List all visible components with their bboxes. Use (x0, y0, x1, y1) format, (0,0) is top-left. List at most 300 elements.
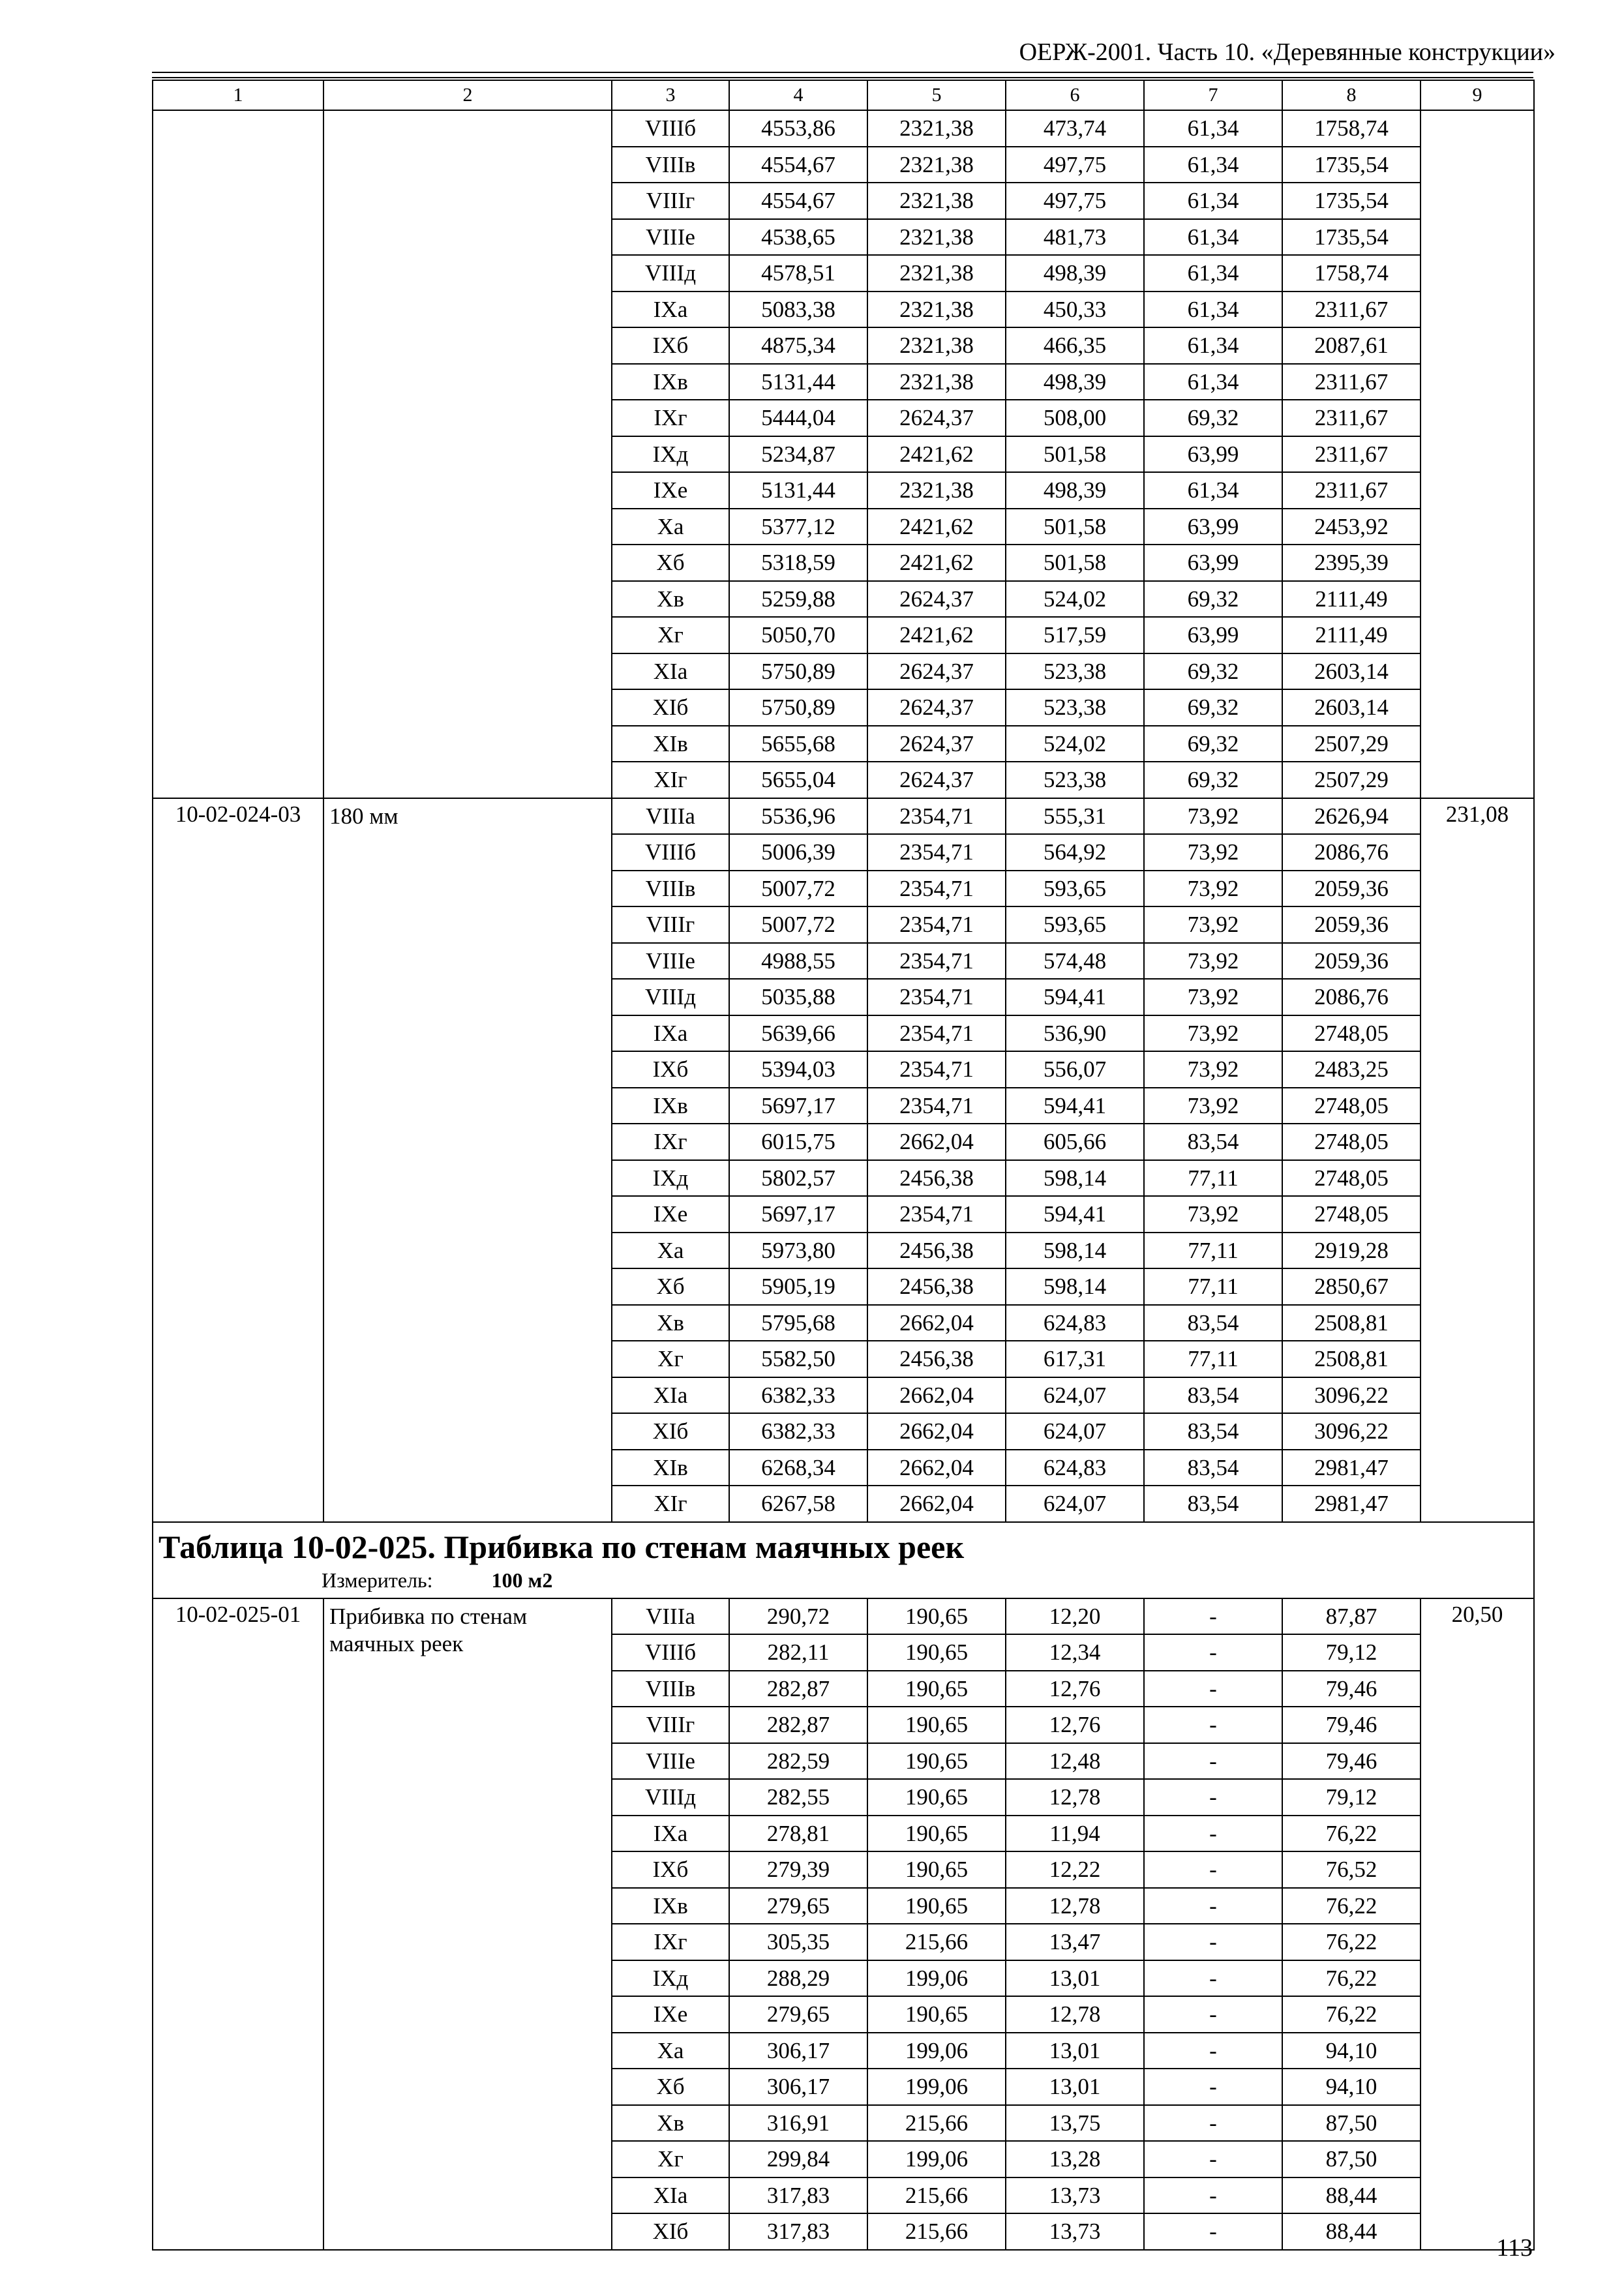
region-cell: Xа (612, 509, 729, 545)
materials-cell: 2311,67 (1282, 400, 1421, 436)
wages-cell: 2456,38 (867, 1233, 1006, 1269)
operator-wages-cell: 61,34 (1144, 472, 1282, 509)
machine-cost-cell: 13,75 (1006, 2105, 1144, 2142)
machine-cost-cell: 498,39 (1006, 255, 1144, 292)
direct-cost-cell: 317,83 (729, 2177, 867, 2214)
wages-cell: 2624,37 (867, 581, 1006, 618)
materials-cell: 2059,36 (1282, 871, 1421, 907)
region-cell: IXе (612, 1996, 729, 2033)
direct-cost-cell: 282,87 (729, 1671, 867, 1707)
region-cell: VIIIг (612, 183, 729, 219)
region-cell: IXа (612, 1816, 729, 1852)
column-number: 1 (153, 80, 323, 110)
wages-cell: 2421,62 (867, 509, 1006, 545)
materials-cell: 3096,22 (1282, 1377, 1421, 1414)
direct-cost-cell: 305,35 (729, 1924, 867, 1960)
materials-cell: 79,46 (1282, 1671, 1421, 1707)
operator-wages-cell: - (1144, 2105, 1282, 2142)
column-number: 4 (729, 80, 867, 110)
region-cell: IXв (612, 364, 729, 400)
direct-cost-cell: 288,29 (729, 1960, 867, 1997)
machine-cost-cell: 523,38 (1006, 762, 1144, 798)
machine-cost-cell: 497,75 (1006, 147, 1144, 183)
materials-cell: 2059,36 (1282, 943, 1421, 980)
wages-cell: 2662,04 (867, 1124, 1006, 1160)
wages-cell: 2662,04 (867, 1377, 1006, 1414)
wages-cell: 190,65 (867, 1888, 1006, 1924)
machine-cost-cell: 624,07 (1006, 1413, 1144, 1450)
operator-wages-cell: 73,92 (1144, 834, 1282, 871)
region-cell: IXг (612, 1124, 729, 1160)
rate-code: 10-02-025-01 (153, 1598, 323, 2250)
table-title-cell (153, 1522, 1534, 1598)
table-title: Таблица 10-02-025. Прибивка по стенам маячных реек (158, 1528, 965, 1565)
machine-cost-cell: 498,39 (1006, 472, 1144, 509)
machine-cost-cell: 598,14 (1006, 1233, 1144, 1269)
materials-cell: 79,46 (1282, 1707, 1421, 1743)
machine-cost-cell: 624,07 (1006, 1486, 1144, 1522)
rate-code (153, 110, 323, 798)
operator-wages-cell: 73,92 (1144, 798, 1282, 835)
machine-cost-cell: 11,94 (1006, 1816, 1144, 1852)
machine-cost-cell: 501,58 (1006, 545, 1144, 581)
region-cell: XIа (612, 653, 729, 690)
wages-cell: 190,65 (867, 1707, 1006, 1743)
rates-table (152, 80, 1535, 2251)
operator-wages-cell: - (1144, 1671, 1282, 1707)
wages-cell: 2662,04 (867, 1413, 1006, 1450)
direct-cost-cell: 6268,34 (729, 1450, 867, 1486)
wages-cell: 2354,71 (867, 979, 1006, 1015)
wages-cell: 2421,62 (867, 436, 1006, 473)
materials-cell: 79,12 (1282, 1634, 1421, 1671)
operator-wages-cell: - (1144, 2069, 1282, 2105)
machine-cost-cell: 523,38 (1006, 689, 1144, 726)
region-cell: XIг (612, 1486, 729, 1522)
operator-wages-cell: - (1144, 1779, 1282, 1816)
column-number: 6 (1006, 80, 1144, 110)
table-title-row (153, 1522, 1534, 1598)
wages-cell: 2662,04 (867, 1486, 1006, 1522)
operator-wages-cell: 77,11 (1144, 1233, 1282, 1269)
materials-cell: 88,44 (1282, 2177, 1421, 2214)
materials-cell: 76,22 (1282, 1924, 1421, 1960)
materials-cell: 3096,22 (1282, 1413, 1421, 1450)
direct-cost-cell: 5639,66 (729, 1015, 867, 1052)
materials-cell: 88,44 (1282, 2213, 1421, 2250)
region-cell: Xб (612, 1268, 729, 1305)
operator-wages-cell: 83,54 (1144, 1450, 1282, 1486)
materials-cell: 94,10 (1282, 2033, 1421, 2069)
labor-cost: 231,08 (1421, 798, 1534, 1522)
machine-cost-cell: 594,41 (1006, 1196, 1144, 1233)
column-number: 8 (1282, 80, 1421, 110)
operator-wages-cell: - (1144, 2141, 1282, 2177)
direct-cost-cell: 279,39 (729, 1851, 867, 1888)
materials-cell: 2483,25 (1282, 1051, 1421, 1088)
machine-cost-cell: 13,01 (1006, 2069, 1144, 2105)
machine-cost-cell: 481,73 (1006, 219, 1144, 256)
operator-wages-cell: 63,99 (1144, 617, 1282, 653)
machine-cost-cell: 617,31 (1006, 1341, 1144, 1377)
wages-cell: 2624,37 (867, 400, 1006, 436)
machine-cost-cell: 624,07 (1006, 1377, 1144, 1414)
materials-cell: 76,22 (1282, 1996, 1421, 2033)
machine-cost-cell: 594,41 (1006, 979, 1144, 1015)
wages-cell: 2456,38 (867, 1341, 1006, 1377)
operator-wages-cell: 69,32 (1144, 400, 1282, 436)
machine-cost-cell: 598,14 (1006, 1268, 1144, 1305)
region-cell: XIб (612, 689, 729, 726)
direct-cost-cell: 5131,44 (729, 364, 867, 400)
region-cell: IXб (612, 1051, 729, 1088)
direct-cost-cell: 6015,75 (729, 1124, 867, 1160)
machine-cost-cell: 593,65 (1006, 871, 1144, 907)
region-cell: VIIIв (612, 147, 729, 183)
direct-cost-cell: 5234,87 (729, 436, 867, 473)
region-cell: IXг (612, 400, 729, 436)
region-cell: IXд (612, 1160, 729, 1197)
measure-label: Измеритель: (322, 1568, 433, 1592)
wages-cell: 2321,38 (867, 292, 1006, 328)
region-cell: IXв (612, 1088, 729, 1124)
operator-wages-cell: - (1144, 1960, 1282, 1997)
wages-cell: 190,65 (867, 1598, 1006, 1635)
labor-cost (1421, 110, 1534, 798)
operator-wages-cell: 73,92 (1144, 906, 1282, 943)
operator-wages-cell: 83,54 (1144, 1486, 1282, 1522)
direct-cost-cell: 306,17 (729, 2033, 867, 2069)
direct-cost-cell: 6382,33 (729, 1377, 867, 1414)
materials-cell: 2748,05 (1282, 1196, 1421, 1233)
wages-cell: 2321,38 (867, 255, 1006, 292)
operator-wages-cell: 63,99 (1144, 545, 1282, 581)
materials-cell: 1735,54 (1282, 147, 1421, 183)
column-number-row (153, 80, 1534, 110)
region-cell: Xг (612, 2141, 729, 2177)
machine-cost-cell: 13,73 (1006, 2177, 1144, 2214)
operator-wages-cell: - (1144, 1996, 1282, 2033)
operator-wages-cell: 83,54 (1144, 1413, 1282, 1450)
region-cell: VIIIб (612, 110, 729, 147)
materials-cell: 2748,05 (1282, 1124, 1421, 1160)
wages-cell: 2321,38 (867, 327, 1006, 364)
materials-cell: 2311,67 (1282, 472, 1421, 509)
rate-code: 10-02-024-03 (153, 798, 323, 1522)
materials-cell: 2311,67 (1282, 292, 1421, 328)
region-cell: XIб (612, 2213, 729, 2250)
materials-cell: 2086,76 (1282, 834, 1421, 871)
machine-cost-cell: 450,33 (1006, 292, 1144, 328)
measure-line (322, 1570, 1533, 1591)
machine-cost-cell: 508,00 (1006, 400, 1144, 436)
region-cell: Xб (612, 2069, 729, 2105)
region-cell: Xа (612, 1233, 729, 1269)
wages-cell: 2321,38 (867, 183, 1006, 219)
wages-cell: 2321,38 (867, 364, 1006, 400)
wages-cell: 2421,62 (867, 545, 1006, 581)
materials-cell: 2111,49 (1282, 581, 1421, 618)
operator-wages-cell: - (1144, 2213, 1282, 2250)
direct-cost-cell: 5318,59 (729, 545, 867, 581)
wages-cell: 199,06 (867, 2033, 1006, 2069)
column-number: 9 (1421, 80, 1534, 110)
wages-cell: 2321,38 (867, 472, 1006, 509)
operator-wages-cell: 83,54 (1144, 1305, 1282, 1341)
region-cell: Xб (612, 545, 729, 581)
materials-cell: 2981,47 (1282, 1486, 1421, 1522)
materials-cell: 2603,14 (1282, 653, 1421, 690)
direct-cost-cell: 5444,04 (729, 400, 867, 436)
materials-cell: 2453,92 (1282, 509, 1421, 545)
materials-cell: 1758,74 (1282, 255, 1421, 292)
direct-cost-cell: 282,11 (729, 1634, 867, 1671)
operator-wages-cell: 83,54 (1144, 1377, 1282, 1414)
machine-cost-cell: 12,20 (1006, 1598, 1144, 1635)
region-cell: VIIIд (612, 979, 729, 1015)
operator-wages-cell: 69,32 (1144, 653, 1282, 690)
wages-cell: 190,65 (867, 1671, 1006, 1707)
region-cell: VIIIе (612, 219, 729, 256)
materials-cell: 87,50 (1282, 2141, 1421, 2177)
operator-wages-cell: - (1144, 1816, 1282, 1852)
operator-wages-cell: - (1144, 1888, 1282, 1924)
region-cell: XIб (612, 1413, 729, 1450)
operator-wages-cell: 73,92 (1144, 1051, 1282, 1088)
rate-name: 180 мм (323, 798, 612, 1522)
wages-cell: 190,65 (867, 1743, 1006, 1780)
region-cell: IXе (612, 1196, 729, 1233)
direct-cost-cell: 282,59 (729, 1743, 867, 1780)
wages-cell: 2662,04 (867, 1450, 1006, 1486)
wages-cell: 2354,71 (867, 943, 1006, 980)
direct-cost-cell: 4554,67 (729, 147, 867, 183)
materials-cell: 79,12 (1282, 1779, 1421, 1816)
machine-cost-cell: 12,34 (1006, 1634, 1144, 1671)
operator-wages-cell: 77,11 (1144, 1268, 1282, 1305)
machine-cost-cell: 523,38 (1006, 653, 1144, 690)
header-rule (152, 77, 1533, 78)
materials-cell: 76,22 (1282, 1888, 1421, 1924)
machine-cost-cell: 12,78 (1006, 1779, 1144, 1816)
direct-cost-cell: 4554,67 (729, 183, 867, 219)
operator-wages-cell: - (1144, 2177, 1282, 2214)
wages-cell: 190,65 (867, 1816, 1006, 1852)
direct-cost-cell: 5655,04 (729, 762, 867, 798)
rate-name (323, 110, 612, 798)
operator-wages-cell: 69,32 (1144, 762, 1282, 798)
wages-cell: 2354,71 (867, 1015, 1006, 1052)
region-cell: Xа (612, 2033, 729, 2069)
operator-wages-cell: 83,54 (1144, 1124, 1282, 1160)
materials-cell: 2748,05 (1282, 1160, 1421, 1197)
materials-cell: 2508,81 (1282, 1305, 1421, 1341)
region-cell: VIIIа (612, 1598, 729, 1635)
wages-cell: 2624,37 (867, 762, 1006, 798)
direct-cost-cell: 5394,03 (729, 1051, 867, 1088)
operator-wages-cell: - (1144, 1851, 1282, 1888)
region-cell: XIа (612, 1377, 729, 1414)
materials-cell: 2748,05 (1282, 1015, 1421, 1052)
region-cell: IXг (612, 1924, 729, 1960)
operator-wages-cell: - (1144, 1924, 1282, 1960)
machine-cost-cell: 12,48 (1006, 1743, 1144, 1780)
machine-cost-cell: 536,90 (1006, 1015, 1144, 1052)
header-rule (152, 72, 1533, 73)
wages-cell: 2354,71 (867, 871, 1006, 907)
materials-cell: 2087,61 (1282, 327, 1421, 364)
machine-cost-cell: 501,58 (1006, 436, 1144, 473)
region-cell: IXд (612, 1960, 729, 1997)
region-cell: VIIIв (612, 871, 729, 907)
region-cell: VIIIе (612, 1743, 729, 1780)
column-number: 3 (612, 80, 729, 110)
operator-wages-cell: 61,34 (1144, 255, 1282, 292)
machine-cost-cell: 556,07 (1006, 1051, 1144, 1088)
region-cell: Xг (612, 617, 729, 653)
direct-cost-cell: 5007,72 (729, 871, 867, 907)
region-cell: VIIIе (612, 943, 729, 980)
operator-wages-cell: 73,92 (1144, 871, 1282, 907)
materials-cell: 87,50 (1282, 2105, 1421, 2142)
operator-wages-cell: 73,92 (1144, 1088, 1282, 1124)
wages-cell: 2456,38 (867, 1268, 1006, 1305)
materials-cell: 1758,74 (1282, 110, 1421, 147)
machine-cost-cell: 524,02 (1006, 581, 1144, 618)
machine-cost-cell: 564,92 (1006, 834, 1144, 871)
machine-cost-cell: 598,14 (1006, 1160, 1144, 1197)
column-number: 5 (867, 80, 1006, 110)
machine-cost-cell: 12,76 (1006, 1671, 1144, 1707)
wages-cell: 2624,37 (867, 653, 1006, 690)
direct-cost-cell: 5536,96 (729, 798, 867, 835)
region-cell: VIIIг (612, 1707, 729, 1743)
table-row (153, 1598, 1534, 1635)
materials-cell: 1735,54 (1282, 219, 1421, 256)
region-cell: Xв (612, 581, 729, 618)
machine-cost-cell: 497,75 (1006, 183, 1144, 219)
materials-cell: 87,87 (1282, 1598, 1421, 1635)
wages-cell: 199,06 (867, 1960, 1006, 1997)
direct-cost-cell: 5035,88 (729, 979, 867, 1015)
direct-cost-cell: 5259,88 (729, 581, 867, 618)
region-cell: IXб (612, 1851, 729, 1888)
wages-cell: 215,66 (867, 1924, 1006, 1960)
wages-cell: 2421,62 (867, 617, 1006, 653)
direct-cost-cell: 5655,68 (729, 726, 867, 762)
wages-cell: 190,65 (867, 1779, 1006, 1816)
wages-cell: 2662,04 (867, 1305, 1006, 1341)
wages-cell: 2624,37 (867, 726, 1006, 762)
labor-cost: 20,50 (1421, 1598, 1534, 2250)
machine-cost-cell: 12,22 (1006, 1851, 1144, 1888)
operator-wages-cell: 77,11 (1144, 1341, 1282, 1377)
operator-wages-cell: 69,32 (1144, 726, 1282, 762)
operator-wages-cell: 77,11 (1144, 1160, 1282, 1197)
region-cell: XIв (612, 1450, 729, 1486)
column-number: 7 (1144, 80, 1282, 110)
machine-cost-cell: 498,39 (1006, 364, 1144, 400)
direct-cost-cell: 4578,51 (729, 255, 867, 292)
direct-cost-cell: 4553,86 (729, 110, 867, 147)
direct-cost-cell: 5697,17 (729, 1196, 867, 1233)
materials-cell: 2981,47 (1282, 1450, 1421, 1486)
wages-cell: 2354,71 (867, 906, 1006, 943)
direct-cost-cell: 5006,39 (729, 834, 867, 871)
direct-cost-cell: 5905,19 (729, 1268, 867, 1305)
machine-cost-cell: 473,74 (1006, 110, 1144, 147)
machine-cost-cell: 593,65 (1006, 906, 1144, 943)
region-cell: VIIIд (612, 1779, 729, 1816)
materials-cell: 2626,94 (1282, 798, 1421, 835)
table-row (153, 798, 1534, 835)
region-cell: VIIIг (612, 906, 729, 943)
machine-cost-cell: 12,78 (1006, 1888, 1144, 1924)
machine-cost-cell: 13,47 (1006, 1924, 1144, 1960)
region-cell: VIIIд (612, 255, 729, 292)
machine-cost-cell: 12,78 (1006, 1996, 1144, 2033)
machine-cost-cell: 624,83 (1006, 1450, 1144, 1486)
direct-cost-cell: 279,65 (729, 1996, 867, 2033)
operator-wages-cell: 61,34 (1144, 219, 1282, 256)
direct-cost-cell: 4875,34 (729, 327, 867, 364)
machine-cost-cell: 524,02 (1006, 726, 1144, 762)
materials-cell: 76,22 (1282, 1816, 1421, 1852)
wages-cell: 2354,71 (867, 834, 1006, 871)
materials-cell: 2311,67 (1282, 364, 1421, 400)
wages-cell: 2321,38 (867, 147, 1006, 183)
machine-cost-cell: 13,28 (1006, 2141, 1144, 2177)
direct-cost-cell: 299,84 (729, 2141, 867, 2177)
machine-cost-cell: 624,83 (1006, 1305, 1144, 1341)
wages-cell: 2354,71 (867, 1088, 1006, 1124)
direct-cost-cell: 5050,70 (729, 617, 867, 653)
direct-cost-cell: 316,91 (729, 2105, 867, 2142)
direct-cost-cell: 5795,68 (729, 1305, 867, 1341)
operator-wages-cell: 73,92 (1144, 943, 1282, 980)
machine-cost-cell: 555,31 (1006, 798, 1144, 835)
materials-cell: 2395,39 (1282, 545, 1421, 581)
operator-wages-cell: 61,34 (1144, 183, 1282, 219)
region-cell: IXб (612, 327, 729, 364)
region-cell: VIIIа (612, 798, 729, 835)
wages-cell: 2354,71 (867, 1051, 1006, 1088)
wages-cell: 190,65 (867, 1851, 1006, 1888)
materials-cell: 2311,67 (1282, 436, 1421, 473)
direct-cost-cell: 306,17 (729, 2069, 867, 2105)
machine-cost-cell: 13,73 (1006, 2213, 1144, 2250)
region-cell: Xг (612, 1341, 729, 1377)
direct-cost-cell: 5750,89 (729, 689, 867, 726)
operator-wages-cell: 61,34 (1144, 364, 1282, 400)
materials-cell: 2111,49 (1282, 617, 1421, 653)
direct-cost-cell: 279,65 (729, 1888, 867, 1924)
materials-cell: 2086,76 (1282, 979, 1421, 1015)
operator-wages-cell: 61,34 (1144, 327, 1282, 364)
machine-cost-cell: 594,41 (1006, 1088, 1144, 1124)
region-cell: XIа (612, 2177, 729, 2214)
operator-wages-cell: 73,92 (1144, 979, 1282, 1015)
operator-wages-cell: 61,34 (1144, 147, 1282, 183)
operator-wages-cell: 63,99 (1144, 509, 1282, 545)
machine-cost-cell: 13,01 (1006, 2033, 1144, 2069)
materials-cell: 2748,05 (1282, 1088, 1421, 1124)
machine-cost-cell: 466,35 (1006, 327, 1144, 364)
direct-cost-cell: 290,72 (729, 1598, 867, 1635)
operator-wages-cell: - (1144, 2033, 1282, 2069)
direct-cost-cell: 5750,89 (729, 653, 867, 690)
wages-cell: 215,66 (867, 2105, 1006, 2142)
